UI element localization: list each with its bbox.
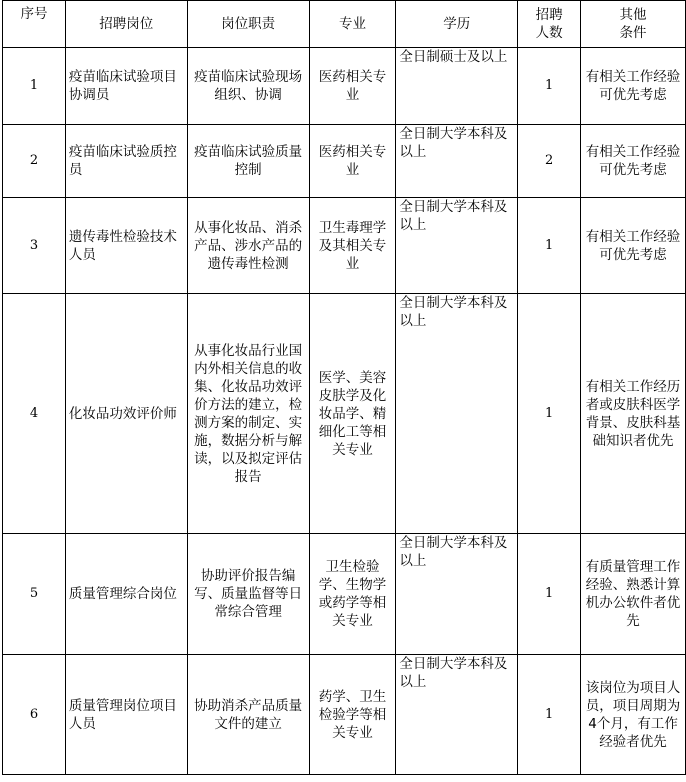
cell-edu: 全日制硕士及以上 (396, 48, 518, 125)
cell-major: 卫生检验学、生物学或药学等相关专业 (309, 534, 396, 655)
cell-edu: 全日制大学本科及以上 (396, 125, 518, 198)
cell-edu: 全日制大学本科及以上 (396, 198, 518, 294)
cell-post: 质量管理综合岗位 (65, 534, 187, 655)
cell-major: 医药相关专业 (309, 125, 396, 198)
cell-major: 医药相关专业 (309, 48, 396, 125)
table-row (3, 125, 686, 198)
cell-post: 遗传毒性检验技术人员 (65, 198, 187, 294)
cell-edu: 全日制大学本科及以上 (396, 655, 518, 775)
cell-duty: 从事化妆品行业国内外相关信息的收集、化妆品功效评价方法的建立，检测方案的制定、实施，数据分析与解读，以及拟定评估报告 (187, 294, 309, 534)
header-count-line1: 招聘 (535, 7, 563, 23)
cell-no: 6 (3, 655, 66, 775)
cell-edu: 全日制大学本科及以上 (396, 534, 518, 655)
cell-count: 1 (518, 198, 581, 294)
cell-major: 药学、卫生检验学等相关专业 (309, 655, 396, 775)
cell-post: 化妆品功效评价师 (65, 294, 187, 534)
header-other-line1: 其他 (619, 7, 647, 23)
cell-post: 质量管理岗位项目人员 (65, 655, 187, 775)
cell-count: 1 (518, 534, 581, 655)
cell-no: 2 (3, 125, 66, 198)
cell-major: 医学、美容皮肤学及化妆品学、精细化工等相关专业 (309, 294, 396, 534)
cell-count: 1 (518, 48, 581, 125)
cell-duty: 疫苗临床试验质量控制 (187, 125, 309, 198)
cell-other: 有质量管理工作经验、熟悉计算机办公软件者优先 (581, 534, 686, 655)
table-row (3, 294, 686, 534)
cell-edu: 全日制大学本科及以上 (396, 294, 518, 534)
header-duty: 岗位职责 (187, 1, 309, 48)
cell-post: 疫苗临床试验项目协调员 (65, 48, 187, 125)
header-count (518, 1, 581, 48)
cell-no: 5 (3, 534, 66, 655)
header-row (3, 1, 686, 48)
table-row (3, 534, 686, 655)
header-edu: 学历 (396, 1, 518, 48)
cell-other: 有相关工作经历者或皮肤科医学背景、皮肤科基础知识者优先 (581, 294, 686, 534)
header-no: 序号 (3, 1, 66, 48)
recruitment-table (2, 0, 686, 775)
header-other (581, 1, 686, 48)
cell-count: 1 (518, 294, 581, 534)
cell-count: 1 (518, 655, 581, 775)
header-count-line2: 人数 (535, 25, 563, 41)
cell-other: 有相关工作经验可优先考虑 (581, 125, 686, 198)
cell-duty: 协助评价报告编写、质量监督等日常综合管理 (187, 534, 309, 655)
header-post: 招聘岗位 (65, 1, 187, 48)
cell-other: 有相关工作经验可优先考虑 (581, 198, 686, 294)
cell-no: 4 (3, 294, 66, 534)
cell-no: 3 (3, 198, 66, 294)
table-row (3, 48, 686, 125)
cell-other: 该岗位为项目人员，项目周期为4个月，有工作经验者优先 (581, 655, 686, 775)
cell-other: 有相关工作经验可优先考虑 (581, 48, 686, 125)
cell-no: 1 (3, 48, 66, 125)
cell-post: 疫苗临床试验质控员 (65, 125, 187, 198)
cell-duty: 协助消杀产品质量文件的建立 (187, 655, 309, 775)
cell-major: 卫生毒理学及其相关专业 (309, 198, 396, 294)
header-other-line2: 条件 (619, 25, 647, 41)
cell-count: 2 (518, 125, 581, 198)
header-major: 专业 (309, 1, 396, 48)
cell-duty: 从事化妆品、消杀产品、涉水产品的遗传毒性检测 (187, 198, 309, 294)
table-row (3, 655, 686, 775)
table-row (3, 198, 686, 294)
cell-duty: 疫苗临床试验现场组织、协调 (187, 48, 309, 125)
